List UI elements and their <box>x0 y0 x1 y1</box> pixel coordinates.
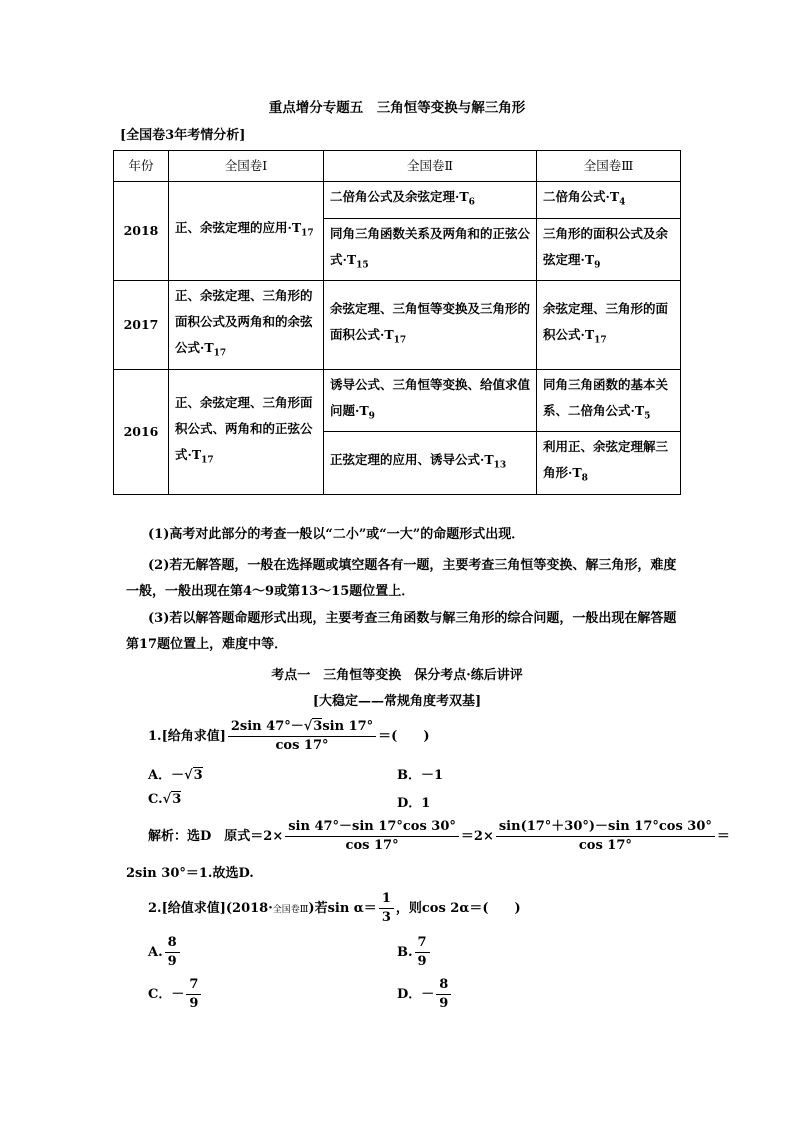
header-year: 年份 <box>114 151 169 182</box>
table-header-row <box>114 151 681 182</box>
table-cell: 余弦定理、三角恒等变换及三角形的面积公式$\cdot T_{17}$ <box>324 281 537 370</box>
exam-analysis-table <box>113 150 681 495</box>
fraction: $\frac{2\sin 47^\circ-√3\sin 17^\circ}{\cos 17^\circ}$ <box>228 718 376 755</box>
section-subheading: [大稳定——常规角度考双基] <box>312 694 482 709</box>
table-row <box>114 182 681 219</box>
note-3: (3)若以解答题命题形式出现，主要考查三角函数与解三角形的综合问题，一般出现在解答题第17题位置上，难度中等． <box>126 611 677 652</box>
source-label: 全国卷Ⅲ <box>272 905 309 915</box>
table-cell: 余弦定理、三角形的面积公式$\cdot T_{17}$ <box>537 281 681 370</box>
question-1-solution-cont: 2sin 30°＝1.故选D. <box>126 866 254 881</box>
header-paper-2: 全国卷Ⅱ <box>324 151 537 182</box>
table-cell: 利用正、余弦定理解三角形$\cdot T_8$ <box>537 432 681 495</box>
option-a: A．－√3 <box>148 768 203 783</box>
year-cell: 2016 <box>114 369 169 494</box>
option-a: A. $\frac{8}{9}$ <box>148 934 182 971</box>
question-1-stem: 1.[给角求值] $\frac{2\sin 47^\circ-√3\sin 17^\circ}{\cos 17^\circ}$ ＝( ) <box>148 719 430 753</box>
option-c: C.√3 <box>148 792 182 807</box>
table-cell: 正、余弦定理、三角形的面积公式及两角和的余弦公式$\cdot T_{17}$ <box>169 281 324 370</box>
year-cell: 2018 <box>114 182 169 281</box>
option-d: D．－ $\frac{8}{9}$ <box>397 976 453 1013</box>
table-row <box>114 281 681 370</box>
option-d: D．1 <box>397 796 431 811</box>
question-2-stem: 2.[给值求值](2018·全国卷Ⅲ)若sin α＝ $\frac{1}{3}$ ，则cos 2α＝( ) <box>148 891 521 925</box>
table-cell: 同角三角函数关系及两角和的正弦公式$\cdot T_{15}$ <box>324 218 537 281</box>
table-cell: 同角三角函数的基本关系、二倍角公式$\cdot T_5$ <box>537 369 681 432</box>
header-paper-1: 全国卷Ⅰ <box>169 151 324 182</box>
table-cell: 二倍角公式及余弦定理$\cdot T_6$ <box>324 182 537 219</box>
table-row <box>114 369 681 432</box>
option-c: C．－ $\frac{7}{9}$ <box>148 976 203 1013</box>
section-subtitle: [全国卷3年考情分析] <box>120 128 246 143</box>
note-1: (1)高考对此部分的考查一般以“二小”或“一大”的命题形式出现． <box>148 527 525 542</box>
section-heading: 考点一 三角恒等变换 保分考点·练后讲评 <box>271 668 523 683</box>
page-title: 重点增分专题五 三角恒等变换与解三角形 <box>268 100 526 116</box>
question-1-solution: 解析：选D 原式＝2× $\frac{\sin 47^\circ-\sin 17^\circ\cos 30^\circ}{\cos 17^\circ}$ ＝2× $\frac{\sin(17^\circ+30^\circ)-\sin 17^\circ\cos 30^\circ}{\cos 17^\circ}$ ＝ <box>148 819 730 853</box>
note-2: (2)若无解答题，一般在选择题或填空题各有一题，主要考查三角恒等变换、解三角形，难度一般，一般出现在第4～9或第13～15题位置上． <box>126 558 677 599</box>
table-cell: 正弦定理的应用、诱导公式$\cdot T_{13}$ <box>324 432 537 495</box>
table-cell: 诱导公式、三角恒等变换、给值求值问题$\cdot T_9$ <box>324 369 537 432</box>
header-paper-3: 全国卷Ⅲ <box>537 151 681 182</box>
table-cell: 二倍角公式$\cdot T_4$ <box>537 182 681 219</box>
option-b: B．－1 <box>397 768 444 783</box>
option-b: B. $\frac{7}{9}$ <box>397 934 432 971</box>
table-cell: 三角形的面积公式及余弦定理$\cdot T_9$ <box>537 218 681 281</box>
table-cell: 正、余弦定理的应用$\cdot T_{17}$ <box>169 182 324 281</box>
table-cell: 正、余弦定理、三角形面积公式、两角和的正弦公式$\cdot T_{17}$ <box>169 369 324 494</box>
year-cell: 2017 <box>114 281 169 370</box>
